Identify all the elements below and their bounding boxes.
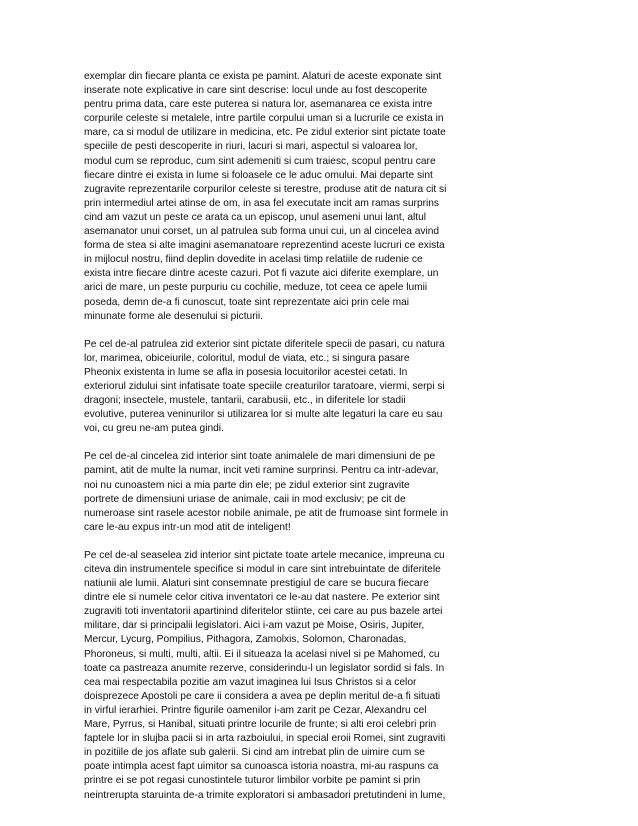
text-line: faptele lor in slujba pacii si in arta razboiului, in special eroii Romei, sint zugraviti (84, 733, 446, 745)
document-page (84, 70, 562, 817)
paragraph (84, 549, 562, 803)
text-line: forma de stea si alte imagini asemanatoare reprezentind aceste lucruri ce exista (84, 240, 445, 252)
text-line: Pe cel de-al cincelea zid interior sint toate animalele de mari dimensiuni de pe (84, 451, 436, 463)
text-line: portrete de dimensiuni uriase de animale, caii in mod exclusiv; pe cit de (84, 493, 406, 505)
text-line: cind am vazut un peste ce arata ca un episcop, unul asemeni unui lant, altul (84, 211, 427, 223)
text-line: noi nu cunoastem nici a mia parte din ele; pe zidul exterior sint zugravite (84, 479, 410, 491)
text-line: minunate forme ale desenului si picturii. (84, 310, 263, 322)
text-line: printre ei se pot regasi cunostintele tuturor limbilor vorbite pe pamint si prin (84, 775, 421, 787)
text-line: Phoroneus, si multi, multi, altii. Ei il situeaza la acelasi nivel si pe Mahomed, cu (84, 648, 440, 660)
paragraph (84, 338, 562, 437)
text-line: Mercur, Lycurg, Pompilius, Pithagora, Zamolxis, Solomon, Charonadas, (84, 634, 407, 646)
text-line: in pozitiile de jos aflate sub galerii. Si cind am intrebat plin de uimire cum se (84, 747, 425, 759)
text-line: in virful ierarhiei. Printre figurile oamenilor i-am zarit pe Cezar, Alexandru cel (84, 704, 427, 716)
text-line: numeroase sint rasele acestor nobile animale, pe atit de frumoase sint formele in (84, 507, 449, 519)
text-line: corpurile celeste si metalele, intre partile corpului uman si a lucrurile ce exista in (84, 113, 444, 125)
text-line: poseda, demn de-a fi cunoscut, toate sint reprezentate aici prin cele mai (84, 296, 410, 308)
text-line: dintre ele si numele celor citiva inventatori ce le-au dat nastere. Pe exterior sint (84, 592, 440, 604)
paragraph (84, 70, 562, 324)
text-line: speciile de pesti descoperite in riuri, lacuri si mari, aspectul si valoarea lor, (84, 141, 418, 153)
text-line: cea mai respectabila pozitie am vazut imaginea lui Isus Christos si a celor (84, 676, 417, 688)
text-line: prin intermediul artei atinse de om, in asa fel executate incit am ramas surprins (84, 197, 440, 209)
text-line: modul cum se reproduc, cum sint ademeniti si cum traiesc, scopul pentru care (84, 155, 436, 167)
text-line: arici de mare, un peste purpuriu cu cochilie, meduze, tot ceea ce apele lumii (84, 282, 428, 294)
text-line: doisprezece Apostoli pe care ii considera a avea pe deplin meritul de-a fi situati (84, 690, 441, 702)
text-line: lor, marimea, obiceiurile, coloritul, modul de viata, etc.; si singura pasare (84, 352, 410, 364)
text-line: dragoni; insectele, mustele, tantarii, carabusii, etc., in diferitele lor stadii (84, 395, 406, 407)
text-line: exista intre fiecare dintre aceste cazuri. Pot fi vazute aici diferite exemplare, un (84, 268, 439, 280)
text-line: exteriorul zidului sint infatisate toate speciile creaturilor taratoare, viermi, serpi si (84, 380, 445, 392)
text-line: toate ca pastreaza anumite rezerve, considerindu-l un legislator sordid si fals. In (84, 662, 445, 674)
text-line: poate intimpla acest fapt uimitor sa cunoasca istoria noastra, mi-au raspuns ca (84, 761, 439, 773)
paragraph (84, 450, 562, 535)
text-line: evolutive, puterea veninurilor si utilizarea lor si multe alte legaturi la care eu sau (84, 409, 443, 421)
text-line: fiecare dintre ei exista in lume si foloasele ce le aduc omului. Mai departe sint (84, 169, 433, 181)
text-line: Pheonix existenta in lume se afla in posesia locuitorilor acestei cetati. In (84, 366, 408, 378)
text-line: zugravite reprezentarile corpurilor celeste si terestre, produse atit de natura cit si (84, 183, 447, 195)
text-line: care le-au expus intr-un mod atit de inteligent! (84, 521, 291, 533)
text-line: in mijlocul nostru, fiind deplin dovedite in acelasi timp relatiile de rudenie ce (84, 254, 423, 266)
text-line: militare, dar si principalii legislatori. Aici i-am vazut pe Moise, Osiris, Jupiter, (84, 620, 425, 632)
text-line: zugraviti toti inventatorii apartinind diferitelor stiinte, cei care au pus bazele artei (84, 606, 443, 618)
text-line: exemplar din fiecare planta ce exista pe pamint. Alaturi de aceste exponate sint (84, 71, 442, 82)
text-line: Pe cel de-al seaselea zid interior sint pictate toate artele mecanice, impreuna cu (84, 549, 445, 561)
text-line: Pe cel de-al patrulea zid exterior sint pictate diferitele specii de pasari, cu natura (84, 338, 445, 350)
text-line: citeva din instrumentele specifice si modul in care sint intrebuintate de diferitele (84, 564, 441, 575)
text-line: asemanator unui corset, un al patrulea sub forma unui cui, un al cincelea avind (84, 226, 440, 238)
text-line: neintrerupta staruinta de-a trimite exploratori si ambasadori pretutindeni in lume, (84, 789, 446, 801)
text-line: inserate note explicative in care sint descrise: locul unde au fost descoperite (84, 85, 428, 97)
text-line: pamint, atit de multe la numar, incit veti ramine surprinsi. Pentru ca intr-adevar, (84, 465, 439, 477)
text-line: natiunii ale lumii. Alaturi sint consemnate prestigiul de care se bucura fiecare (84, 578, 429, 590)
text-line: pentru prima data, care este puterea si natura lor, asemanarea ce exista intre (84, 99, 433, 111)
text-line: voi, cu greu ne-am putea gindi. (84, 423, 224, 435)
text-line: Mare, Pyrrus, si Hanibal, situati printre locurile de frunte; si alti eroi celebri prin (84, 719, 437, 731)
text-line: mare, ca si modul de utilizare in medicina, etc. Pe zidul exterior sint pictate toate (84, 127, 446, 139)
